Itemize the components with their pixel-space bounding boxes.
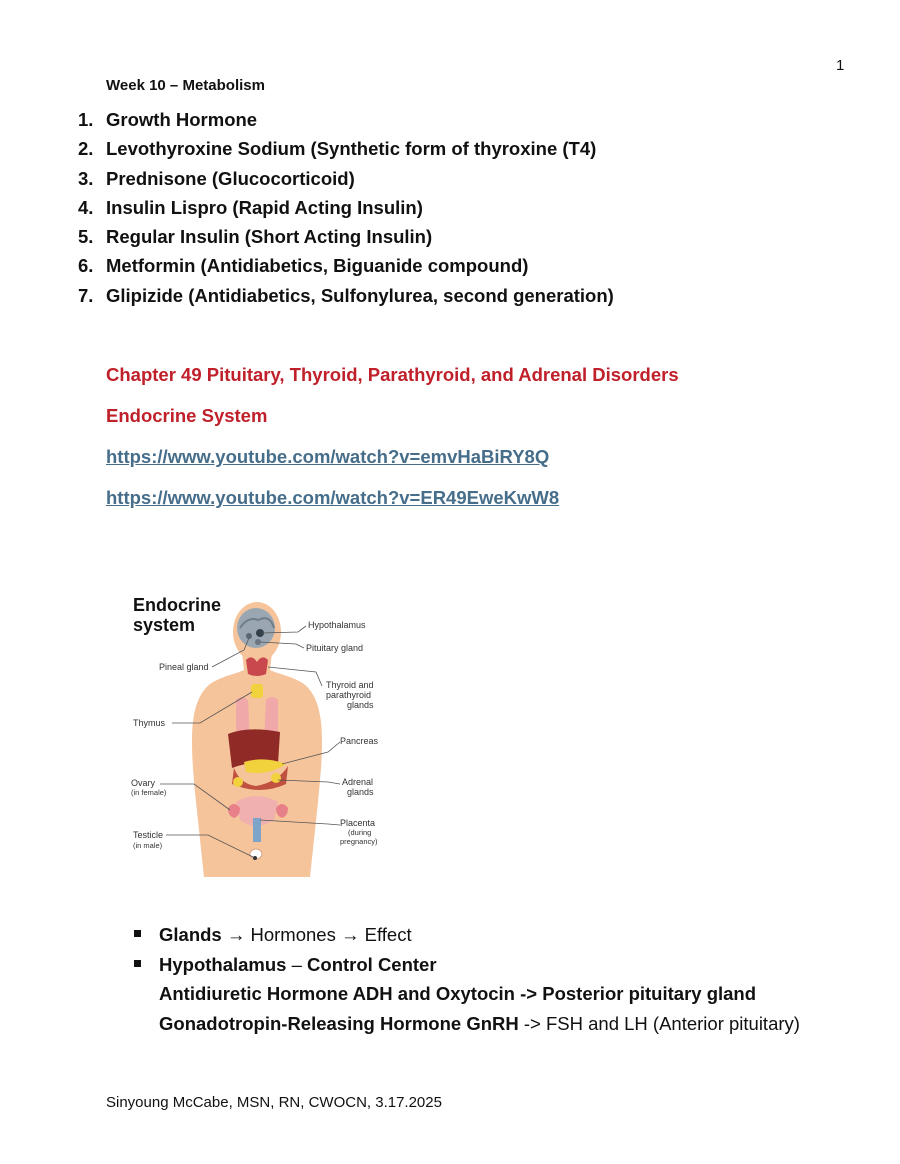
placenta-sublabel: (during (348, 828, 372, 837)
ovary-sublabel: (in female) (131, 788, 167, 797)
adrenal-label: Adrenal (342, 777, 374, 787)
thyroid-label: parathyroid (326, 690, 372, 700)
figure-title: system (133, 615, 196, 635)
list-text: Insulin Lispro (Rapid Acting Insulin) (106, 196, 423, 218)
list-text: Prednisone (Glucocorticoid) (106, 167, 355, 189)
bullet-bold-text: Control Center (307, 953, 437, 975)
list-number: 3. (78, 167, 94, 189)
list-item (78, 254, 614, 283)
endocrine-system-figure (128, 592, 390, 877)
testicle-sublabel: (in male) (133, 841, 163, 850)
thyroid-label: glands (347, 700, 374, 710)
list-text: Levothyroxine Sodium (Synthetic form of thyroxine (T4) (106, 138, 597, 160)
list-text: Metformin (Antidiabetics, Biguanide compound) (106, 255, 529, 277)
body-silhouette (192, 602, 322, 877)
testicle-label: Testicle (133, 830, 164, 840)
pineal-gland-label: Pineal gland (159, 662, 209, 672)
ovary-label: Ovary (131, 778, 156, 788)
list-text: Regular Insulin (Short Acting Insulin) (106, 226, 433, 248)
chapter-heading: Chapter 49 Pituitary, Thyroid, Parathyroid, and Adrenal Disorders (106, 364, 679, 385)
thymus-label: Thymus (133, 718, 166, 728)
square-bullet-icon (134, 960, 141, 967)
drug-list (78, 108, 614, 313)
list-number: 2. (78, 138, 94, 160)
bullet-text: – (286, 953, 308, 975)
testicle-marker (253, 856, 257, 860)
list-number: 4. (78, 196, 94, 218)
bullet-text: -> FSH and LH (Anterior pituitary) (518, 1012, 800, 1034)
square-bullet-icon (134, 930, 141, 937)
endocrine-diagram (128, 592, 390, 877)
page-title: Week 10 – Metabolism (106, 77, 265, 94)
adrenal-label: glands (347, 787, 374, 797)
footer-author: Sinyoung McCabe, MSN, RN, CWOCN, 3.17.2025 (106, 1094, 442, 1111)
thyroid-label: Thyroid and (326, 680, 374, 690)
list-number: 1. (78, 109, 94, 130)
list-text: Glipizide (Antidiabetics, Sulfonylurea, second generation) (106, 284, 614, 306)
section-heading: Endocrine System (106, 405, 268, 426)
pancreas-label: Pancreas (340, 736, 379, 746)
youtube-link-1[interactable]: https://www.youtube.com/watch?v=emvHaBiRY8Q (106, 446, 550, 467)
bullet-text: → Hormones → Effect (221, 924, 412, 945)
list-number: 7. (78, 284, 94, 306)
bullet-bold-text: Antidiuretic Hormone ADH and Oxytocin -> Posterior pituitary gland (159, 983, 757, 1004)
bullet-bold-text: Glands (159, 924, 222, 945)
list-item (78, 284, 614, 313)
adrenal-marker (233, 777, 243, 787)
thymus-shape (251, 684, 263, 698)
list-number: 6. (78, 255, 94, 277)
bullet-bold-text: Hypothalamus (159, 953, 287, 975)
youtube-link-2[interactable]: https://www.youtube.com/watch?v=ER49EweKwW8 (106, 487, 560, 508)
figure-title: Endocrine (133, 595, 222, 615)
pituitary-gland-label: Pituitary gland (306, 643, 364, 653)
list-text: Growth Hormone (106, 109, 258, 130)
list-number: 5. (78, 226, 94, 248)
list-item (78, 108, 614, 137)
placenta-label: Placenta (340, 818, 376, 828)
list-item (78, 137, 614, 166)
hypothalamus-label: Hypothalamus (308, 620, 366, 630)
list-item (78, 167, 614, 196)
bullet-bold-text: Gonadotropin-Releasing Hormone GnRH (159, 1012, 519, 1034)
page-number: 1 (836, 57, 845, 74)
list-item (78, 196, 614, 225)
list-item (78, 225, 614, 254)
placenta-sublabel: pregnancy) (340, 837, 378, 846)
